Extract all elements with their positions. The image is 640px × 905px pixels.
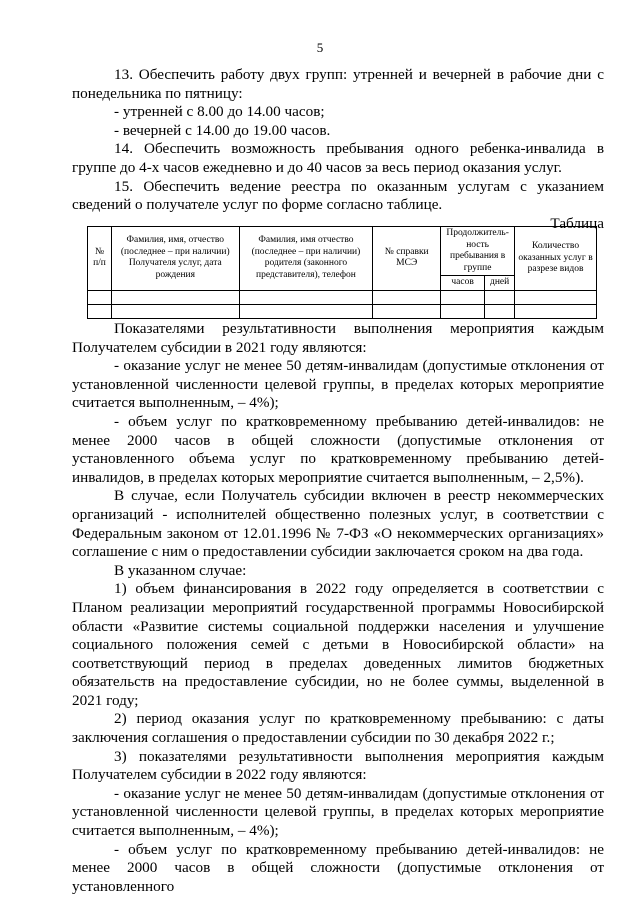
paragraph: 13. Обеспечить работу двух групп: утренней и вечерней в рабочие дни с понедельника по пятницу: (72, 66, 604, 102)
paragraph: 14. Обеспечить возможность пребывания одного ребенка-инвалида в группе до 4-х часов ежедневно и до 40 часов за весь период оказания услуг. (72, 140, 604, 176)
table-cell (111, 290, 239, 304)
paragraph: 2) период оказания услуг по кратковременному пребыванию: с даты заключения соглашения о предоставлении субсидии по 30 декабря 2022 г.; (72, 710, 604, 747)
page-number: 5 (316, 40, 324, 55)
header-hours: часов (441, 276, 485, 291)
table-cell (485, 290, 515, 304)
table-cell (88, 304, 112, 318)
bottom-section (72, 320, 604, 896)
table-cell (373, 290, 441, 304)
paragraph: 1) объем финансирования в 2022 году определяется в соответствии с Планом реализации мероприятий государственной программы Новосибирской области «Развитие системы социальной поддержки населения и улучшение социального положения семей с детьми в Новосибирской области» на соответствующий период в пределах доведенных лимитов бюджетных обязательств на предоставление субсидии, но не более суммы, выделенной в 2021 году; (72, 580, 604, 709)
header-mse: № справки МСЭ (373, 227, 441, 291)
header-parent: Фамилия, имя отчество (последнее – при наличии) родителя (законного представителя), телефон (239, 227, 373, 291)
table-cell (515, 304, 597, 318)
table-cell (111, 304, 239, 318)
table-cell (88, 290, 112, 304)
top-section (72, 66, 604, 233)
table-cell (239, 304, 373, 318)
table-cell (239, 290, 373, 304)
paragraph: - оказание услуг не менее 50 детям-инвалидам (допустимые отклонения от установленной численности целевой группы, в пределах которых мероприятие считается выполненным, – 4%); (72, 357, 604, 412)
paragraph: 3) показателями результативности выполнения мероприятия каждым Получателем субсидии в 2022 году являются: (72, 747, 604, 784)
paragraph: 15. Обеспечить ведение реестра по оказанным услугам с указанием сведений о получателе услуг по форме согласно таблице. (72, 177, 604, 214)
header-quantity: Количество оказанных услуг в разрезе видов (515, 227, 597, 291)
table-cell (373, 304, 441, 318)
paragraph: В указанном случае: (114, 561, 247, 579)
header-num: № п/п (88, 227, 112, 291)
table-row (88, 290, 597, 304)
header-days: дней (485, 276, 515, 291)
paragraph: - вечерней с 14.00 до 19.00 часов. (114, 121, 331, 139)
header-duration: Продолжитель-ность пребывания в группе (441, 227, 515, 276)
paragraph: - утренней с 8.00 до 14.00 часов; (114, 103, 325, 121)
paragraph: - оказание услуг не менее 50 детям-инвалидам (допустимые отклонения от установленной численности целевой группы, в пределах которых мероприятие считается выполненным, – 4%); (72, 784, 604, 840)
table-cell (515, 290, 597, 304)
paragraph: - объем услуг по кратковременному пребыванию детей-инвалидов: не менее 2000 часов в общей сложности (допустимые отклонения от установленного объема услуг по кратковременному пребыванию детей-инвалидов, в пределах которых мероприятие считается выполненным, – 2,5%). (72, 412, 604, 486)
registry-table (87, 226, 597, 319)
table-cell (441, 304, 485, 318)
paragraph: В случае, если Получатель субсидии включен в реестр некоммерческих организаций - исполнителей общественно полезных услуг, в соответствии с Федеральным законом от 12.01.1996 № 7-ФЗ «О некоммерческих организациях» соглашение с ним о предоставлении субсидии заключается сроком на два года. (72, 487, 604, 561)
table-cell (485, 304, 515, 318)
paragraph: Показателями результативности выполнения мероприятия каждым Получателем субсидии в 2021 году являются: (72, 320, 604, 356)
header-recipient: Фамилия, имя, отчество (последнее – при наличии) Получателя услуг, дата рождения (111, 227, 239, 291)
table-caption: Таблица (550, 214, 604, 232)
paragraph: - объем услуг по кратковременному пребыванию детей-инвалидов: не менее 2000 часов в общей сложности (допустимые отклонения от установленного (72, 840, 604, 895)
table-row (88, 304, 597, 318)
table-cell (441, 290, 485, 304)
